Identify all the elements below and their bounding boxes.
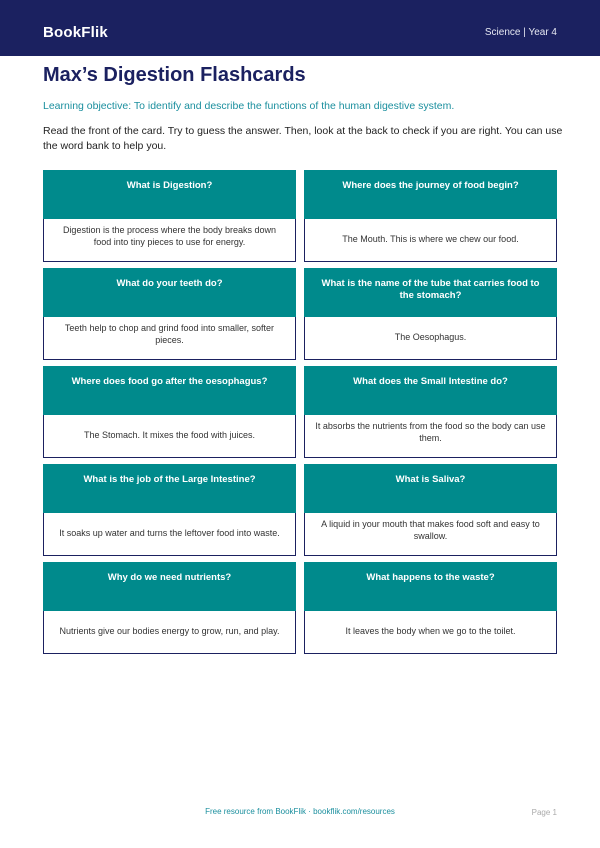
flashcard-front: What is the name of the tube that carries food to the stomach? xyxy=(304,268,557,317)
flashcard[interactable] xyxy=(304,366,557,458)
flashcard-back: The Mouth. This is where we chew our food. xyxy=(304,219,557,262)
flashcard-front: What is the job of the Large Intestine? xyxy=(43,464,296,513)
flashcard-back: It leaves the body when we go to the toilet. xyxy=(304,611,557,654)
flashcard-back: It soaks up water and turns the leftover food into waste. xyxy=(43,513,296,556)
flashcard[interactable] xyxy=(304,170,557,262)
flashcard-front: What do your teeth do? xyxy=(43,268,296,317)
flashcard-front: What is Digestion? xyxy=(43,170,296,219)
footer-link[interactable]: Free resource from BookFlik · bookflik.com/resources xyxy=(205,807,395,816)
subject-year-label: Science | Year 4 xyxy=(484,27,557,38)
flashcard[interactable] xyxy=(304,464,557,556)
flashcard[interactable] xyxy=(43,562,296,654)
flashcard-front: Where does food go after the oesophagus? xyxy=(43,366,296,415)
flashcard-back: Teeth help to chop and grind food into smaller, softer pieces. xyxy=(43,317,296,360)
flashcard[interactable] xyxy=(43,366,296,458)
flashcard[interactable] xyxy=(43,268,296,360)
flashcard[interactable] xyxy=(43,464,296,556)
flashcard-front: What is Saliva? xyxy=(304,464,557,513)
flashcard-front: Where does the journey of food begin? xyxy=(304,170,557,219)
page-header xyxy=(0,0,600,56)
flashcard-grid xyxy=(43,170,557,654)
flashcard-back: It absorbs the nutrients from the food so the body can use them. xyxy=(304,415,557,458)
flashcard-front: Why do we need nutrients? xyxy=(43,562,296,611)
flashcard-front: What happens to the waste? xyxy=(304,562,557,611)
brand-logo[interactable]: BookFlik xyxy=(43,24,108,41)
learning-objective: Learning objective: To identify and describe the functions of the human digestive system. xyxy=(43,100,455,112)
flashcard-back: The Oesophagus. xyxy=(304,317,557,360)
page-title: Max’s Digestion Flashcards xyxy=(43,64,306,86)
flashcard-back: The Stomach. It mixes the food with juices. xyxy=(43,415,296,458)
page-number: Page 1 xyxy=(531,808,557,817)
instructions: Read the front of the card. Try to guess the answer. Then, look at the back to check if you are right. You can use the word bank to help you. xyxy=(43,125,563,152)
flashcard-back: Digestion is the process where the body breaks down food into tiny pieces to use for energy. xyxy=(43,219,296,262)
flashcard[interactable] xyxy=(304,562,557,654)
flashcard[interactable] xyxy=(43,170,296,262)
flashcard-back: A liquid in your mouth that makes food soft and easy to swallow. xyxy=(304,513,557,556)
flashcard-back: Nutrients give our bodies energy to grow, run, and play. xyxy=(43,611,296,654)
flashcard-front: What does the Small Intestine do? xyxy=(304,366,557,415)
flashcard[interactable] xyxy=(304,268,557,360)
